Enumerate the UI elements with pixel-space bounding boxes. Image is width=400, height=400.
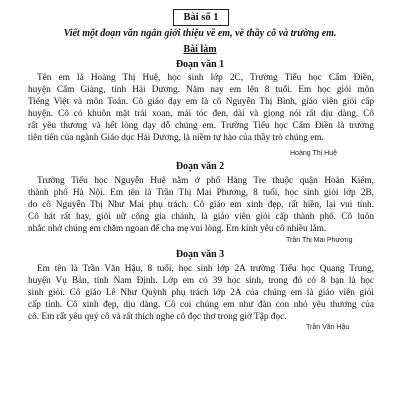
paragraph-line: rất yêu thương và hết lòng dạy dỗ chúng em. Trường Tiểu học Cẩm Điền là trường: [28, 120, 374, 131]
paragraph-line: Cô hát rất hay, giỏi nữ công gia chánh, là giáo viên giỏi cấp thành phố. Cô luôn: [28, 211, 374, 222]
paragraph-line: Em tên là Trần Văn Hậu, 8 tuổi, học sinh lớp 2A trường Tiểu học Quang Trung,: [37, 264, 374, 274]
paragraph-line: thành phố Hà Nội. Em tên là Trần Thị Mai Phương, 8 tuổi, học sinh giỏi lớp 2B,: [28, 187, 374, 198]
paragraph-1-text: [28, 73, 374, 144]
paragraph-line: do cô Nguyễn Thị Như Mai phụ trách. Cô giáo em xinh đẹp, rất hiền, lại vui tính.: [28, 199, 374, 210]
exercise-prompt: Viết một đoạn văn ngắn giới thiệu về em, về thầy cô và trường em.: [63, 28, 337, 39]
paragraph-2-heading: Đoạn văn 2: [175, 161, 225, 172]
paragraph-3-heading: Đoạn văn 3: [175, 249, 225, 260]
paragraph-line: sinh giỏi. Cô giáo Lê Như Quỳnh phụ trách lớp 2A của chúng em là giáo viên giỏi: [28, 287, 374, 298]
paragraph-line: huyện Cẩm Giàng, tỉnh Hải Dương. Năm nay em lên 8 tuổi. Em học giỏi môn: [28, 84, 374, 95]
paragraph-3-text: [28, 264, 374, 324]
paragraph-line: Tiếng Việt và môn Toán. Cô giáo dạy em là cô Nguyễn Thị Bình, giáo viên giỏi cấp: [28, 96, 374, 107]
paragraph-1-heading: Đoạn văn 1: [175, 59, 225, 70]
paragraph-2-text: [28, 176, 374, 236]
paragraph-line: cấp tỉnh. Cô xinh đẹp, dịu dàng. Cô coi chúng em như đàn con nhỏ yêu thương của: [28, 299, 374, 310]
paragraph-line: Trường Tiểu học Nguyễn Huệ nằm ở phố Hàng Tre thuộc quận Hoàn Kiếm,: [37, 176, 374, 186]
paragraph-3-signature: Trần Văn Hậu: [306, 324, 350, 331]
paragraph-line: huyện. Cô có khuôn mặt trái xoan, mái tóc đen, dài và giọng nói rất dịu dàng. Cô: [28, 108, 374, 119]
paragraph-1-signature: Hoàng Thị Huệ: [290, 150, 337, 157]
exercise-title: Bài số 1: [173, 9, 229, 26]
paragraph-2-signature: Trần Thị Mai Phương: [286, 237, 353, 244]
paragraph-line: cô. Em rất yêu quý cô và rất thích nghe cô đọc thơ trong giờ Tập đọc.: [28, 311, 287, 322]
paragraph-line: huyện Vụ Bản, tỉnh Nam Định. Lớp em có 39 học sinh, trong đó có 8 bạn là học: [28, 275, 374, 286]
paragraph-line: nhắc nhở chúng em chăm ngoan để cha mẹ vui lòng. Em kính yêu cô nhiều lắm.: [28, 223, 327, 234]
paragraph-line: tiên tiến của ngành Giáo dục Hải Dương, là niềm tự hào của thầy trò chúng em.: [28, 132, 324, 143]
paragraph-line: Tên em là Hoàng Thị Huệ, học sinh lớp 2C, Trường Tiểu học Cẩm Điền,: [37, 73, 374, 83]
answer-heading: Bài làm: [183, 44, 217, 55]
